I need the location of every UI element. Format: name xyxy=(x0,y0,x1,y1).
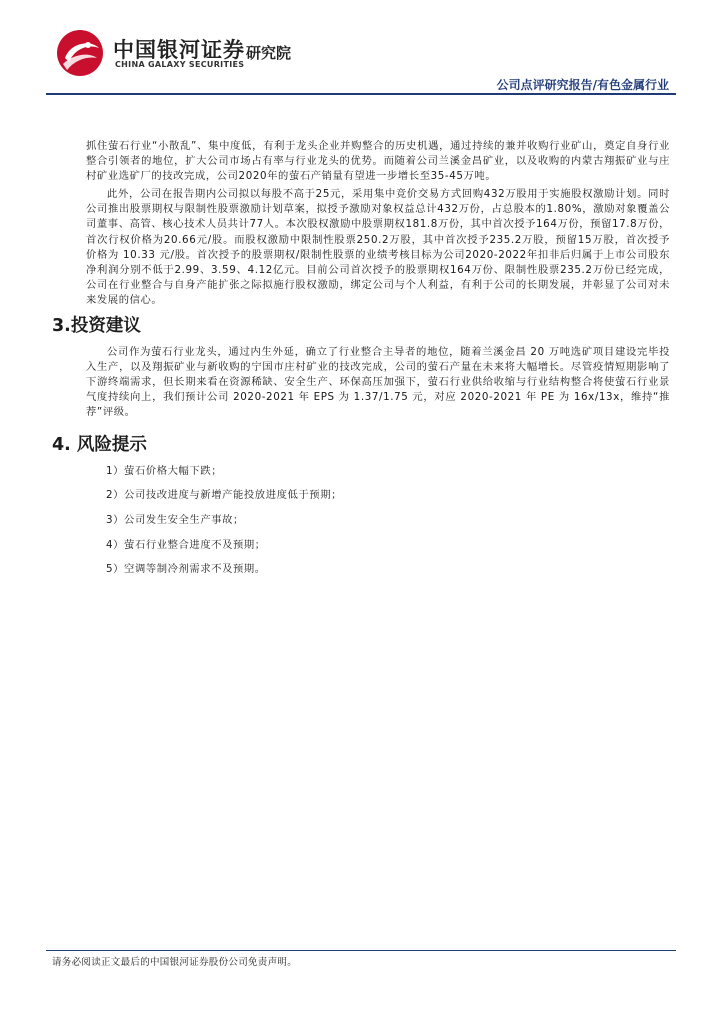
investment-paragraph: 公司作为萤石行业龙头，通过内生外延，确立了行业整合主导者的地位，随着兰溪金昌 20 万吨选矿项目建设完毕投入生产，以及翔振矿业与新收购的宁国市庄村矿业的技改完成，公司的萤石产量在未来将大幅增长。尽管疫情短期影响了下游终端需求，但长期来看在资源稀缺、安全生产、环保高压加强下，萤石行业供给收缩与行业结构整合将使萤石行业景气度持续向上，我们预计公司 2020-2021 年 EPS 为 1.37/1.75 元，对应 2020-2021 年 PE 为 16x/13x，维持“推荐”评级。 xyxy=(86,346,670,419)
risk-list xyxy=(86,464,670,578)
footer-divider xyxy=(46,950,676,951)
page-header xyxy=(0,0,724,95)
section-heading-investment: 3.投资建议 xyxy=(52,316,141,337)
body-paragraph-1: 抓住萤石行业“小散乱”、集中度低，有利于龙头企业并购整合的历史机遇，通过持续的兼并收购行业矿山，奠定自身行业整合引领者的地位，扩大公司市场占有率与行业龙头的优势。而随着公司兰溪金昌矿业，以及收购的内蒙古翔振矿业与庄村矿业选矿厂的技改完成，公司2020年的萤石产销量有望进一步增长至35-45万吨。 xyxy=(86,140,670,183)
risk-item: 1）萤石价格大幅下跌； xyxy=(106,464,223,477)
risk-item: 5）空调等制冷剂需求不及预期。 xyxy=(106,563,266,576)
risk-item: 4）萤石行业整合进度不及预期； xyxy=(106,538,266,551)
header-divider xyxy=(46,93,676,95)
report-body xyxy=(52,139,670,587)
body-paragraph-2: 此外，公司在报告期内公司拟以每股不高于25元，采用集中竞价交易方式回购432万股用于实施股权激励计划。同时公司推出股票期权与限制性股票激励计划草案，拟授予激励对象权益总计432万份，占总股本的1.80%，激励对象覆盖公司董事、高管、核心技术人员共计77人。本次股权激励中股票期权181.8万份，其中首次授予164万份，预留17.8万份，首次行权价格为20.66元/股。而股权激励中限制性股票250.2万股，其中首次授予235.2万股，预留15万股，首次授予价格为 10.33 元/股。首次授予的股票期权/限制性股票的业绩考核目标为公司2020-2022年扣非后归属于上市公司股东净利润分别不低于2.99、3.59、4.12亿元。目前公司首次授予的股票期权164万份、限制性股票235.2万份已经完成，公司在行业整合与自身产能扩张之际拟施行股权激励，绑定公司与个人利益，有利于公司的长期发展，并彰显了公司对未来发展的信心。 xyxy=(86,188,670,306)
risk-item: 2）公司技改进度与新增产能投放进度低于预期； xyxy=(106,489,342,502)
footer-disclaimer: 请务必阅读正文最后的中国银河证券股份公司免责声明。 xyxy=(52,957,298,968)
report-type-label: 公司点评研究报告/有色金属行业 xyxy=(496,78,669,92)
logo-english-name: CHINA GALAXY SECURITIES xyxy=(115,60,245,69)
risk-item: 3）公司发生安全生产事故； xyxy=(106,513,244,526)
galaxy-logo-icon xyxy=(55,28,105,78)
logo-chinese-name: 中国银河证券 xyxy=(113,38,245,62)
section-heading-risk: 4. 风险提示 xyxy=(52,434,147,455)
institute-label: 研究院 xyxy=(246,44,292,62)
